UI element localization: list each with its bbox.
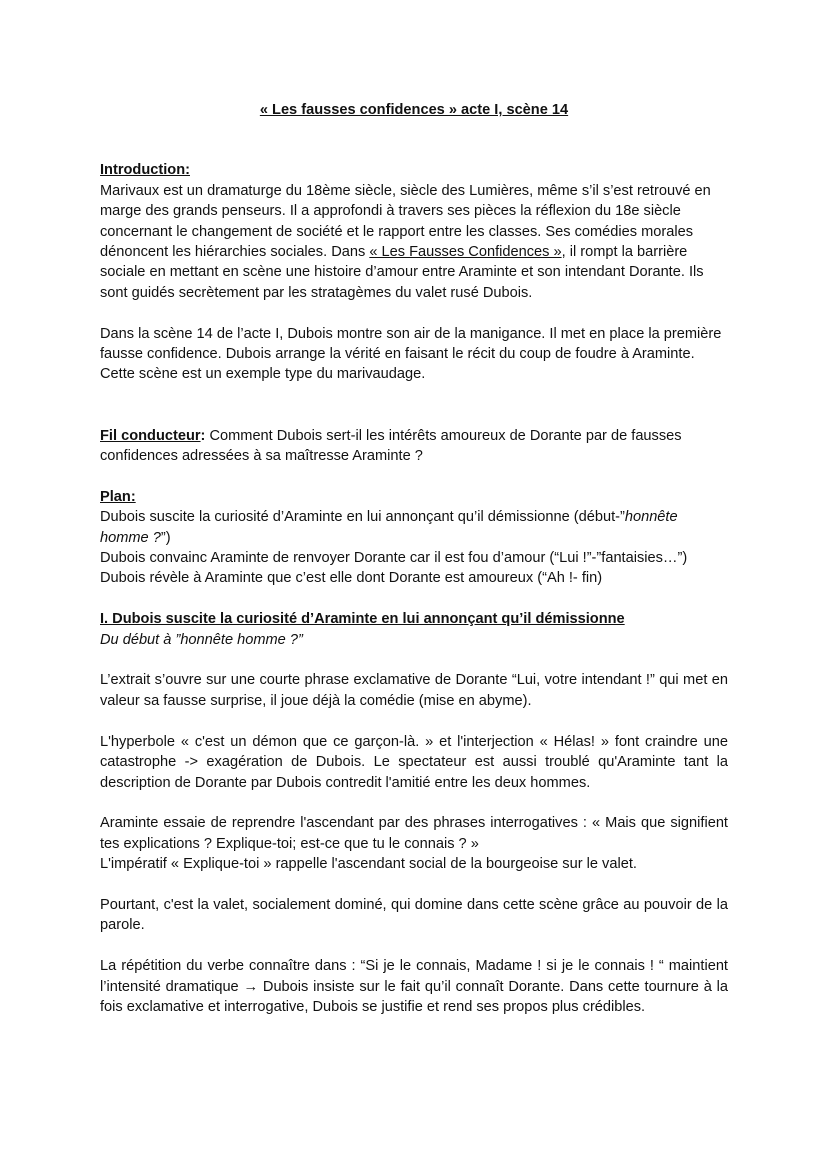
spacer [100, 466, 728, 486]
intro-p1-start: Marivaux est un dramaturge du 18ème siècle, siècle des Lumières, même s’il s’est retrouvé en marge des grands penseurs. Il a approfondi à travers ses pièces la réflexion du 18e siècle concernant le changement de société et le rapport entre les classes. Ses comédies morales dénoncent les hiérarchies sociales. Dans [100, 182, 711, 261]
plan-item-1-end: ”) [160, 529, 171, 546]
section-1-paragraph-2: L'hyperbole « c'est un démon que ce garçon-là. » et l'interjection « Hélas! » font craindre une catastrophe -> exagération de Dubois. Le spectateur est aussi troublé qu'Araminte tant la description de Dorante par Dubois contredit l'amitié entre les deux hommes. [100, 733, 728, 791]
spacer [100, 385, 728, 426]
document-content [100, 100, 728, 1017]
page-title: « Les fausses confidences » acte I, scène 14 [259, 102, 569, 118]
fil-conducteur-label: Fil conducteur [100, 427, 201, 444]
section-1-heading: I. Dubois suscite la curiosité d’Araminte en lui annonçant qu’il démissionne [100, 611, 625, 628]
spacer [100, 875, 728, 895]
fil-conducteur-colon: : [200, 427, 206, 444]
intro-heading: Introduction: [100, 162, 190, 179]
spacer [100, 650, 728, 670]
plan-heading: Plan: [100, 488, 136, 505]
fil-conducteur-text: Comment Dubois sert-il les intérêts amoureux de Dorante par de fausses confidences adressées à sa maîtresse Araminte ? [100, 427, 682, 465]
intro-paragraph-1 [100, 181, 728, 303]
plan-item-2: Dubois convainc Araminte de renvoyer Dorante car il est fou d’amour (“Lui !”-”fantaisies…”) [100, 550, 688, 567]
spacer [100, 711, 728, 731]
spacer [100, 793, 728, 813]
plan-item-1-start: Dubois suscite la curiosité d’Araminte en lui annonçant qu’il démissionne (début-” [100, 509, 625, 526]
plan-item-3: Dubois révèle à Araminte que c’est elle dont Dorante est amoureux (“Ah !- fin) [100, 570, 603, 587]
section-1-subtitle: Du début à ”honnête homme ?” [100, 631, 303, 648]
intro-p1-title-link: « Les Fausses Confidences » [369, 244, 562, 261]
plan-item-1-quote: honnête homme ? [100, 509, 678, 546]
spacer [100, 589, 728, 609]
intro-paragraph-2: Dans la scène 14 de l’acte I, Dubois montre son air de la manigance. Il met en place la première fausse confidence. Dubois arrange la vérité en faisant le récit du coup de foudre à Araminte. Cette scène est un exemple type du marivaudage. [100, 325, 722, 383]
section-1-paragraph-3b: L'impératif « Explique-toi » rappelle l'ascendant social de la bourgeoise sur le valet. [100, 856, 637, 873]
section-1-paragraph-5: La répétition du verbe connaître dans : “Si je le connais, Madame ! si je le connais ! “ maintient l’intensité dramatique → Dubois insiste sur le fait qu’il connaît Dorante. Dans cette tournure à la fois exclamative et interrogative, Dubois se justifie et rend ses propos plus crédibles. [100, 958, 728, 1015]
section-1-paragraph-3a: Araminte essaie de reprendre l'ascendant par des phrases interrogatives : « Mais que signifient tes explications ? Explique-toi; est-ce que tu le connais ? » [100, 815, 728, 852]
plan-item-1 [100, 507, 728, 548]
fil-conducteur [100, 426, 728, 467]
section-1-paragraph-1: L’extrait s’ouvre sur une courte phrase exclamative de Dorante “Lui, votre intendant !” qui met en valeur sa fausse surprise, il joue déjà la comédie (mise en abyme). [100, 672, 728, 709]
intro-p1-end: , il rompt la barrière sociale en mettant en scène une histoire d’amour entre Araminte et son intendant Dorante. Ils sont guidés secrètement par les stratagèmes du valet rusé Dubois. [100, 244, 704, 301]
spacer [100, 936, 728, 956]
section-1-paragraph-4: Pourtant, c'est la valet, socialement dominé, qui domine dans cette scène grâce au pouvoir de la parole. [100, 896, 728, 934]
spacer [100, 303, 728, 323]
